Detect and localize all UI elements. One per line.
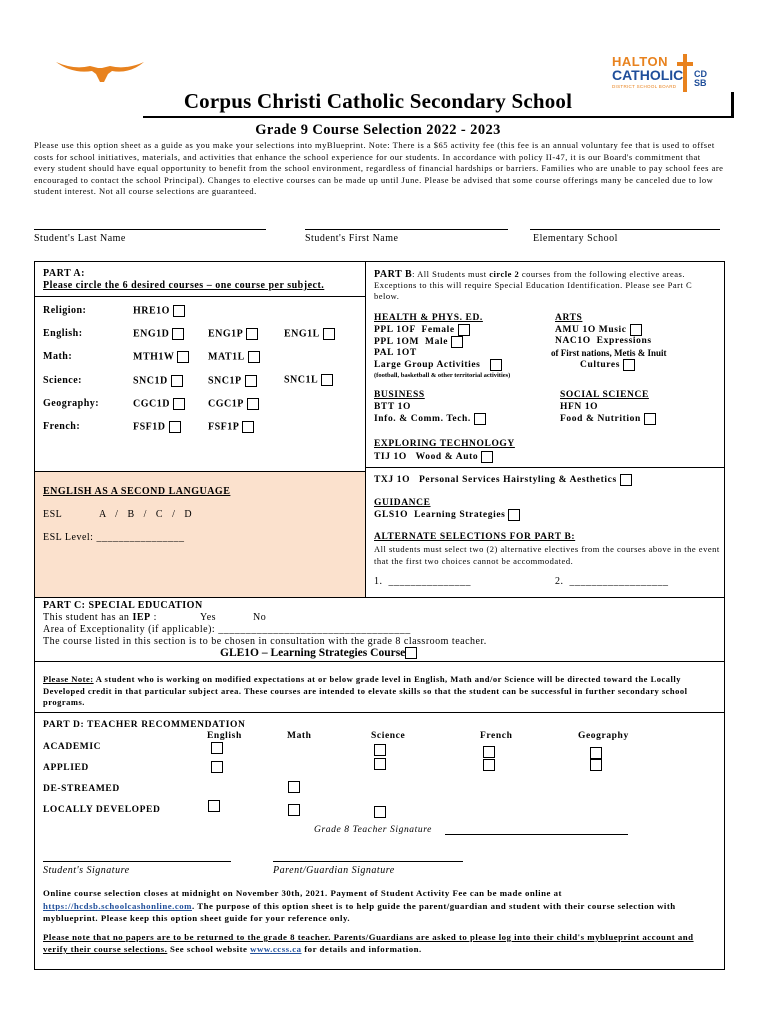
course-label: PPL 1OM Male — [374, 337, 449, 348]
alt-desc: All students must select two (2) alternative electives from the courses above in the event that the first two choices cannot be accommodated. — [374, 544, 720, 566]
logo-text-halton: HALTON — [612, 54, 668, 69]
checkbox-academic-french[interactable] — [483, 746, 495, 758]
checkbox[interactable] — [169, 421, 181, 433]
checkbox[interactable] — [172, 328, 184, 340]
checkbox[interactable] — [248, 351, 260, 363]
intro-text: Please use this option sheet as a guide as you make your selections into myBlueprint. Note: There is a $65 activity fee (this fee is an annual voluntary fee that is used to offset costs for school initiatives, materials, and activities that enhance the school experience for our students. In accordance with policy II-47, it is our Board's commitment that every student should have equal opportunity to benefit from the school environment, regardless of financial hardships or barriers. Families who are unable to pay school fees are encouraged to contact the school Principal). Changes to elective courses can be made up until June. Please be advised that some course offerings many be canceled due to low student interest. Not all course selections are guaranteed. — [34, 140, 724, 196]
course-eng1p[interactable] — [208, 328, 258, 340]
iep-bold: IEP — [132, 612, 151, 623]
checkbox[interactable] — [242, 421, 254, 433]
checkbox-academic-geography[interactable] — [590, 747, 602, 759]
student-signature-label: Student's Signature — [43, 865, 130, 876]
part-b-title: PART B — [374, 269, 413, 280]
checkbox[interactable] — [451, 336, 463, 348]
course-nac1o-desc: of First nations, Metis & Inuit — [551, 348, 667, 358]
esl-top-rule — [35, 471, 365, 472]
course-snc1l[interactable] — [284, 374, 333, 386]
business-title: BUSINESS — [374, 390, 425, 400]
logo-badge: CD SB — [694, 69, 707, 88]
iep-row — [43, 612, 157, 623]
checkbox[interactable] — [474, 413, 486, 425]
part-b-desc-bold: circle 2 — [489, 269, 520, 279]
course-code: FSF1D — [133, 421, 166, 433]
subject-religion: Religion: — [43, 305, 87, 316]
course-info-comm[interactable] — [374, 413, 486, 425]
course-label: PPL 1OF Female — [374, 325, 455, 336]
col-english: English — [207, 731, 242, 741]
part-b-desc — [374, 269, 720, 302]
iep-label: This student has an — [43, 612, 133, 623]
parent-signature-line[interactable] — [273, 861, 463, 862]
course-code: MTH1W — [133, 351, 175, 363]
last-name-line — [34, 229, 266, 230]
online-text-2: . The purpose of this option sheet is to help guide the parent/guardian and student with their course selection with myblueprint. Please keep this option sheet guide for your reference only. — [43, 900, 676, 923]
guidance-title: GUIDANCE — [374, 498, 431, 508]
course-code: CGC1D — [133, 398, 170, 410]
part-a-instruction: Please circle the 6 desired courses – one course per subject. — [43, 280, 325, 291]
health-note: (football, basketball & other territorial activities) — [374, 372, 511, 379]
checkbox[interactable] — [623, 359, 635, 371]
school-website-link[interactable]: www.ccss.ca — [250, 944, 302, 954]
online-text-1: Online course selection closes at midnight on November 30th, 2021. Payment of Student Activity Fee can be made online at — [43, 888, 562, 898]
course-code: ENG1D — [133, 328, 170, 340]
papers-text — [43, 931, 703, 955]
checkbox-applied-science[interactable] — [374, 758, 386, 770]
row-applied: APPLIED — [43, 763, 89, 773]
papers-text-2: See school website — [167, 944, 251, 954]
student-signature-line[interactable] — [43, 861, 231, 862]
title-rule-right — [731, 92, 734, 118]
checkbox[interactable] — [171, 375, 183, 387]
course-cultures[interactable] — [580, 359, 635, 371]
papers-text-u: Please note that no papers are to be returned to the grade 8 teacher. Parents/Guardians are asked to please log into their child's myblueprint account and verify their course selections. — [43, 932, 694, 954]
part-c-title: PART C: SPECIAL EDUCATION — [43, 600, 203, 611]
part-divider — [365, 261, 366, 598]
course-code: SNC1L — [284, 374, 319, 386]
note-text — [43, 674, 715, 709]
checkbox-locally-science[interactable] — [374, 806, 386, 818]
arts-title: ARTS — [555, 313, 583, 323]
course-ppl1of[interactable] — [374, 324, 470, 336]
course-code: ENG1L — [284, 328, 320, 340]
subject-french: French: — [43, 421, 81, 432]
checkbox[interactable] — [323, 328, 335, 340]
course-amu1o[interactable] — [555, 324, 642, 336]
part-b-desc-suffix: courses from the following elective areas. Exceptions to this will require Special Education Identification. Please see Part C below. — [374, 269, 693, 301]
course-fsf1p[interactable] — [208, 421, 254, 433]
social-science-title: SOCIAL SCIENCE — [560, 390, 649, 400]
course-cgc1p[interactable] — [208, 398, 259, 410]
longhorn-logo — [54, 60, 146, 84]
course-pal1ot[interactable]: PAL 1OT — [374, 348, 417, 358]
course-mth1w[interactable] — [133, 351, 189, 363]
subject-science: Science: — [43, 375, 82, 386]
logo-text-catholic: CATHOLIC — [612, 67, 684, 83]
tech-title: EXPLORING TECHNOLOGY — [374, 439, 515, 449]
course-snc1d[interactable] — [133, 375, 183, 387]
page-subtitle: Grade 9 Course Selection 2022 - 2023 — [255, 122, 501, 138]
course-eng1d[interactable] — [133, 328, 184, 340]
checkbox-locally-math[interactable] — [288, 804, 300, 816]
checkbox[interactable] — [177, 351, 189, 363]
checkbox[interactable] — [458, 324, 470, 336]
course-gls1o[interactable] — [374, 509, 520, 521]
checkbox-academic-english[interactable] — [211, 742, 223, 754]
part-a-rule — [35, 296, 365, 297]
checkbox[interactable] — [321, 374, 333, 386]
iep-no[interactable]: No — [253, 612, 267, 623]
course-code: FSF1P — [208, 421, 240, 433]
course-fsf1d[interactable] — [133, 421, 181, 433]
course-hre1o[interactable] — [133, 305, 185, 317]
course-code: MAT1L — [208, 351, 245, 363]
checkbox-destreamed-math[interactable] — [288, 781, 300, 793]
checkbox-applied-english[interactable] — [211, 761, 223, 773]
course-mat1l[interactable] — [208, 351, 260, 363]
part-d-title: PART D: TEACHER RECOMMENDATION — [43, 720, 246, 730]
teacher-signature-line[interactable] — [445, 834, 628, 835]
checkbox-applied-french[interactable] — [483, 759, 495, 771]
esl-options[interactable]: A / B / C / D — [99, 509, 193, 520]
checkbox[interactable] — [490, 359, 502, 371]
alt-field-2[interactable]: 2. __________________ — [555, 576, 669, 587]
course-hfn1o[interactable]: HFN 1O — [560, 402, 599, 412]
course-label: Cultures — [580, 360, 620, 371]
iep-colon: : — [150, 612, 157, 623]
course-ppl1om[interactable] — [374, 336, 463, 348]
checkbox[interactable] — [644, 413, 656, 425]
course-code: CGC1P — [208, 398, 244, 410]
health-title: HEALTH & PHYS. ED. — [374, 313, 483, 323]
teacher-signature-label: Grade 8 Teacher Signature — [314, 825, 432, 835]
row-academic: ACADEMIC — [43, 742, 102, 752]
subject-math: Math: — [43, 351, 73, 362]
note-body: A student who is working on modified expectations at or below grade level in English, Math and/or Science will be directed toward the Locally Developed credit in that particular subject area. These courses are intended to elevate skills so that the student can be successful in further secondary school programs. — [43, 674, 688, 707]
course-food-nutrition[interactable] — [560, 413, 656, 425]
course-label: Large Group Activities — [374, 360, 481, 371]
row-destreamed: DE-STREAMED — [43, 784, 120, 794]
esl-label: ESL — [43, 509, 63, 520]
alt-field-1[interactable]: 1. _______________ — [374, 576, 471, 587]
course-gle1o[interactable] — [220, 647, 417, 659]
course-label: GLS1O Learning Strategies — [374, 510, 506, 521]
papers-text-3: for details and information. — [301, 944, 422, 954]
checkbox[interactable] — [245, 375, 257, 387]
exceptionality-field[interactable]: Area of Exceptionality (if applicable): ___________________________________ — [43, 624, 411, 635]
esl-title: ENGLISH AS A SECOND LANGUAGE — [43, 486, 231, 497]
online-text — [43, 887, 703, 925]
note-label: Please Note: — [43, 674, 94, 684]
part-b-rule — [366, 467, 724, 468]
checkbox-locally-english[interactable] — [208, 800, 220, 812]
elementary-line — [530, 229, 720, 230]
row-locally-developed: LOCALLY DEVELOPED — [43, 805, 161, 815]
first-name-line — [305, 229, 508, 230]
esl-level-field[interactable]: ESL Level: ________________ — [43, 532, 185, 543]
course-code: SNC1D — [133, 375, 168, 387]
iep-yes[interactable]: Yes — [200, 612, 217, 623]
checkbox[interactable] — [246, 328, 258, 340]
course-cgc1d[interactable] — [133, 398, 185, 410]
alt-title: ALTERNATE SELECTIONS FOR PART B: — [374, 532, 576, 542]
checkbox[interactable] — [620, 474, 632, 486]
checkbox[interactable] — [247, 398, 259, 410]
part-a-title: PART A: — [43, 268, 85, 279]
logo-text-board: DISTRICT SCHOOL BOARD — [612, 84, 677, 89]
course-btt1o[interactable]: BTT 1O — [374, 402, 411, 412]
course-snc1p[interactable] — [208, 375, 257, 387]
elementary-label[interactable]: Elementary School — [533, 233, 618, 244]
course-code: SNC1P — [208, 375, 242, 387]
checkbox[interactable] — [630, 324, 642, 336]
course-large-group[interactable] — [374, 359, 502, 371]
course-label: GLE1O – Learning Strategies Course — [220, 647, 406, 659]
col-math: Math — [287, 731, 312, 741]
school-title: Corpus Christi Catholic Secondary School — [183, 89, 573, 113]
school-cash-link[interactable]: https://hcdsb.schoolcashonline.com — [43, 900, 192, 911]
course-label: TXJ 1O Personal Services Hairstyling & Aesthetics — [374, 475, 617, 486]
cross-icon — [676, 54, 694, 92]
col-french: French — [480, 731, 513, 741]
checkbox[interactable] — [173, 305, 185, 317]
checkbox[interactable] — [173, 398, 185, 410]
subject-geography: Geography: — [43, 398, 100, 409]
course-label: Food & Nutrition — [560, 414, 641, 425]
last-name-label[interactable]: Student's Last Name — [34, 233, 126, 244]
course-eng1l[interactable] — [284, 328, 335, 340]
parent-signature-label: Parent/Guardian Signature — [273, 865, 395, 876]
checkbox-academic-science[interactable] — [374, 744, 386, 756]
course-label: TIJ 1O Wood & Auto — [374, 452, 479, 463]
part-b-desc-prefix: : All Students must — [412, 269, 490, 279]
col-science: Science — [371, 731, 406, 741]
course-code: ENG1P — [208, 328, 244, 340]
course-txj1o[interactable] — [374, 474, 632, 486]
course-tij1o[interactable] — [374, 451, 493, 463]
checkbox[interactable] — [405, 647, 417, 659]
consult-text: The course listed in this section is to be chosen in consultation with the grade 8 classroom teacher. — [43, 636, 487, 647]
subject-english: English: — [43, 328, 83, 339]
checkbox[interactable] — [481, 451, 493, 463]
halton-catholic-logo — [612, 54, 720, 94]
course-label: AMU 1O Music — [555, 325, 627, 336]
course-code: HRE1O — [133, 305, 170, 317]
col-geography: Geography — [578, 731, 629, 741]
first-name-label[interactable]: Student's First Name — [305, 233, 399, 244]
checkbox-applied-geography[interactable] — [590, 759, 602, 771]
course-label: Info. & Comm. Tech. — [374, 414, 471, 425]
title-rule — [143, 116, 734, 118]
checkbox[interactable] — [508, 509, 520, 521]
course-nac1o[interactable]: NAC1O Expressions — [555, 336, 652, 346]
